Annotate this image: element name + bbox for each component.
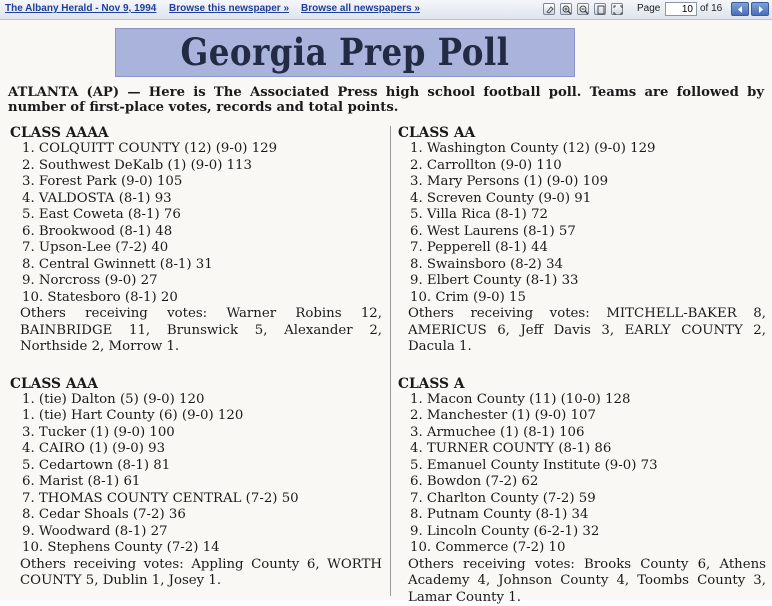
class-heading: CLASS AAAA [10,125,382,141]
poll-section [398,376,766,606]
team-entry: 7. Pepperell (8-1) 44 [398,240,766,257]
team-entry: 8. Cedar Shoals (7-2) 36 [10,507,382,524]
team-entry: 2. Southwest DeKalb (1) (9-0) 113 [10,158,382,175]
team-entry: 1. Macon County (11) (10-0) 128 [398,392,766,409]
team-entry: 5. East Coweta (8-1) 76 [10,207,382,224]
team-entry: 9. Lincoln County (6-2-1) 32 [398,524,766,541]
article-headline: Georgia Prep Poll [143,29,546,76]
team-entry: 1. Washington County (12) (9-0) 129 [398,141,766,158]
team-entry: 5. Emanuel County Institute (9-0) 73 [398,458,766,475]
fullscreen-icon[interactable] [611,3,623,15]
arrow-right-icon [756,5,765,14]
left-column [10,125,382,590]
single-page-icon[interactable] [594,3,606,15]
others-receiving-votes: Others receiving votes: Warner Robins 12, BAINBRIDGE 11, Brunswick 5, Alexander 2, Northside 2, Morrow 1. [10,306,382,356]
team-entry: 5. Villa Rica (8-1) 72 [398,207,766,224]
page-count-label: of 16 [700,3,722,14]
team-entry: 3. Armuchee (1) (8-1) 106 [398,425,766,442]
clip-icon[interactable] [543,3,555,15]
team-entry: 3. Tucker (1) (9-0) 100 [10,425,382,442]
team-entry: 7. THOMAS COUNTY CENTRAL (7-2) 50 [10,491,382,508]
page-label: Page [637,3,660,14]
browse-all-newspapers-link[interactable]: Browse all newspapers » [301,3,420,14]
next-page-button[interactable] [751,2,769,16]
page-number-input[interactable] [665,2,697,16]
team-entry: 3. Forest Park (9-0) 105 [10,174,382,191]
team-entry: 9. Norcross (9-0) 27 [10,273,382,290]
team-entry: 10. Stephens County (7-2) 14 [10,540,382,557]
newspaper-source-link[interactable]: The Albany Herald - Nov 9, 1994 [5,3,156,14]
team-entry: 8. Putnam County (8-1) 34 [398,507,766,524]
right-column [398,125,766,606]
team-entry: 7. Charlton County (7-2) 59 [398,491,766,508]
zoom-in-icon[interactable] [560,3,572,15]
article-intro: ATLANTA (AP) — Here is The Associated Press high school football poll. Teams are followed by number of first-place votes, records and total points. [8,86,764,115]
team-entry: 6. Brookwood (8-1) 48 [10,224,382,241]
class-heading: CLASS AAA [10,376,382,392]
team-entry: 4. CAIRO (1) (9-0) 93 [10,441,382,458]
arrow-left-icon [736,5,745,14]
browse-this-newspaper-link[interactable]: Browse this newspaper » [169,3,289,14]
poll-section [10,125,382,356]
team-entry: 4. Screven County (9-0) 91 [398,191,766,208]
team-entry: 7. Upson-Lee (7-2) 40 [10,240,382,257]
team-entry: 8. Central Gwinnett (8-1) 31 [10,257,382,274]
team-entry: 1. (tie) Hart County (6) (9-0) 120 [10,408,382,425]
team-entry: 9. Elbert County (8-1) 33 [398,273,766,290]
newspaper-clipping [0,20,772,600]
poll-section [10,376,382,590]
column-divider [390,126,391,596]
class-heading: CLASS AA [398,125,766,141]
team-entry: 10. Statesboro (8-1) 20 [10,290,382,307]
team-entry: 2. Manchester (1) (9-0) 107 [398,408,766,425]
team-entry: 6. Bowdon (7-2) 62 [398,474,766,491]
team-entry: 5. Cedartown (8-1) 81 [10,458,382,475]
team-entry: 1. (tie) Dalton (5) (9-0) 120 [10,392,382,409]
team-entry: 6. West Laurens (8-1) 57 [398,224,766,241]
viewer-toolbar [0,0,772,20]
previous-page-button[interactable] [731,2,749,16]
class-heading: CLASS A [398,376,766,392]
team-entry: 10. Crim (9-0) 15 [398,290,766,307]
team-entry: 9. Woodward (8-1) 27 [10,524,382,541]
team-entry: 4. TURNER COUNTY (8-1) 86 [398,441,766,458]
others-receiving-votes: Others receiving votes: MITCHELL-BAKER 8, AMERICUS 6, Jeff Davis 3, EARLY COUNTY 2, Dacula 1. [398,306,766,356]
team-entry: 8. Swainsboro (8-2) 34 [398,257,766,274]
zoom-out-icon[interactable] [577,3,589,15]
team-entry: 3. Mary Persons (1) (9-0) 109 [398,174,766,191]
headline-box [115,28,575,77]
team-entry: 2. Carrollton (9-0) 110 [398,158,766,175]
poll-section [398,125,766,356]
team-entry: 10. Commerce (7-2) 10 [398,540,766,557]
others-receiving-votes: Others receiving votes: Appling County 6, WORTH COUNTY 5, Dublin 1, Josey 1. [10,557,382,590]
team-entry: 4. VALDOSTA (8-1) 93 [10,191,382,208]
team-entry: 6. Marist (8-1) 61 [10,474,382,491]
team-entry: 1. COLQUITT COUNTY (12) (9-0) 129 [10,141,382,158]
others-receiving-votes: Others receiving votes: Brooks County 6, Athens Academy 4, Johnson County 4, Toombs County 3, Lamar County 1. [398,557,766,606]
